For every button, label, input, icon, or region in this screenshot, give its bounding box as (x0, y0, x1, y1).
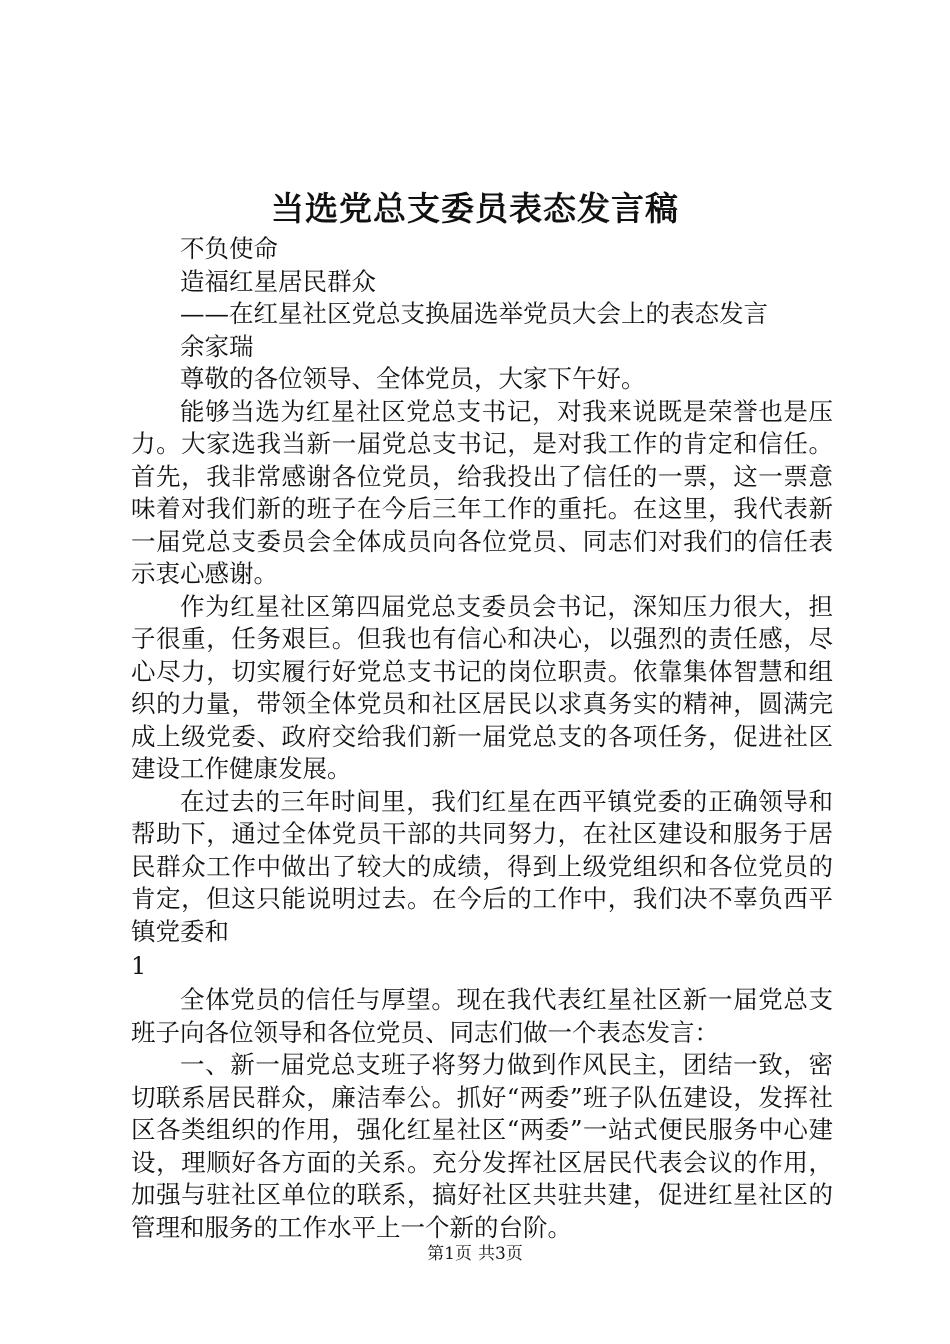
page-footer (0, 1240, 950, 1268)
page-number: 第1页 (427, 1244, 472, 1264)
page-break-marker: 1 (131, 952, 147, 980)
body-paragraph: 在过去的三年时间里，我们红星在西平镇党委的正确领导和帮助下，通过全体党员干部的共同努力，在社区建设和服务于居民群众工作中做出了较大的成绩，得到上级党组织和各位党员的肯定，但这只能说明过去。在今后的工作中，我们决不辜负西平镇党委和 (131, 786, 833, 946)
speech-heading-line2: 造福红星居民群众 (180, 266, 376, 296)
body-paragraph: 作为红星社区第四届党总支委员会书记，深知压力很大，担子很重，任务艰巨。但我也有信心和决心，以强烈的责任感，尽心尽力，切实履行好党总支书记的岗位职责。依靠集体智慧和组织的力量，带领全体党员和社区居民以求真务实的精神，圆满完成上级党委、政府交给我们新一届党总支的各项任务，促进社区建设工作健康发展。 (131, 591, 833, 783)
total-pages: 共3页 (478, 1244, 523, 1264)
speech-subtitle: ——在红星社区党总支换届选举党员大会上的表态发言 (180, 299, 768, 328)
body-paragraph: 能够当选为红星社区党总支书记，对我来说既是荣誉也是压力。大家选我当新一届党总支书记，是对我工作的肯定和信任。首先，我非常感谢各位党员，给我投出了信任的一票，这一票意味着对我们新的班子在今后三年工作的重托。在这里，我代表新一届党总支委员会全体成员向各位党员、同志们对我们的信任表示衷心感谢。 (131, 396, 833, 588)
greeting-paragraph: 尊敬的各位领导、全体党员，大家下午好。 (180, 364, 646, 393)
document-body (131, 233, 833, 1244)
body-paragraph: 一、新一届党总支班子将努力做到作风民主，团结一致，密切联系居民群众，廉洁奉公。抓好“两委”班子队伍建设，发挥社区各类组织的作用，强化红星社区“两委”一站式便民服务中心建设，理顺好各方面的关系。充分发挥社区居民代表会议的作用，加强与驻社区单位的联系，搞好社区共驻共建，促进红星社区的管理和服务的工作水平上一个新的台阶。 (131, 1050, 833, 1242)
speech-heading-line1: 不负使命 (180, 234, 278, 263)
body-paragraph: 全体党员的信任与厚望。现在我代表红星社区新一届党总支班子向各位领导和各位党员、同志们做一个表态发言： (131, 985, 833, 1047)
speaker-name: 余家瑞 (180, 331, 254, 361)
document-title: 当选党总支委员表态发言稿 (271, 189, 679, 228)
